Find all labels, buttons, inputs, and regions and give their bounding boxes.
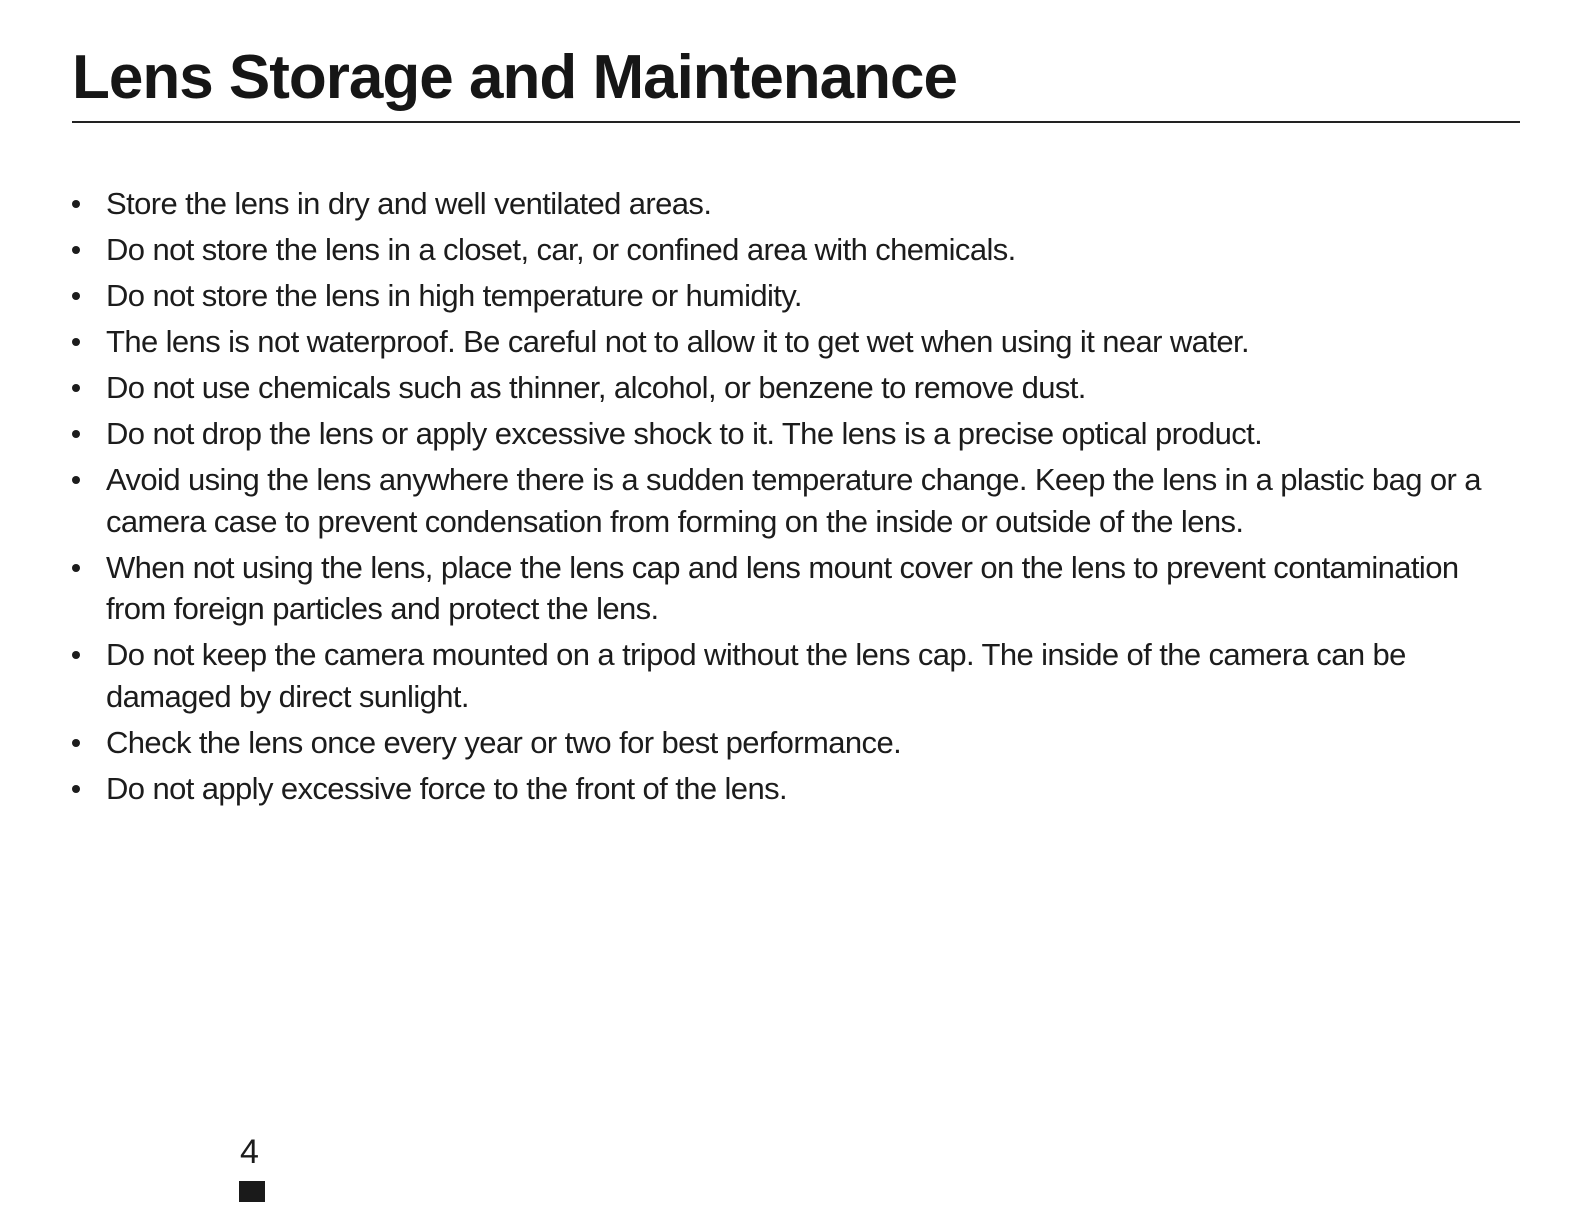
list-item-text: Do not use chemicals such as thinner, alcohol, or benzene to remove dust.: [106, 370, 1086, 405]
bullet-icon: [72, 651, 80, 659]
bullet-icon: [72, 476, 80, 484]
list-item-text: When not using the lens, place the lens cap and lens mount cover on the lens to prevent contamination from foreign particles and protect the lens.: [106, 549, 1459, 626]
bullet-icon: [72, 785, 80, 793]
list-item-text: Do not keep the camera mounted on a tripod without the lens cap. The inside of the camera can be damaged by direct sunlight.: [106, 637, 1406, 714]
list-item: [72, 183, 1522, 225]
list-item: [72, 634, 1522, 717]
list-item: [72, 229, 1522, 271]
list-item-text: Do not store the lens in a closet, car, or confined area with chemicals.: [106, 232, 1016, 267]
bullet-icon: [72, 430, 80, 438]
bullet-icon: [72, 200, 80, 208]
title-divider: [72, 121, 1520, 123]
bullet-icon: [72, 564, 80, 572]
page-number: 4: [240, 1133, 259, 1171]
list-item-text: Do not apply excessive force to the front of the lens.: [106, 770, 787, 806]
list-item: [72, 321, 1522, 363]
list-item: [72, 722, 1522, 764]
bullet-icon: [72, 292, 80, 300]
list-item-text: Do not drop the lens or apply excessive shock to it. The lens is a precise optical product.: [106, 416, 1263, 451]
maintenance-list: [72, 183, 1522, 814]
list-item: [72, 275, 1522, 317]
page-marker-square: [239, 1181, 265, 1202]
list-item: [72, 367, 1522, 409]
bullet-icon: [72, 739, 80, 747]
list-item-text: Do not store the lens in high temperature or humidity.: [106, 278, 802, 313]
bullet-icon: [72, 384, 80, 392]
list-item-text: The lens is not waterproof. Be careful not to allow it to get wet when using it near water.: [106, 324, 1249, 359]
list-item-text: Store the lens in dry and well ventilated areas.: [106, 186, 712, 221]
list-item: [72, 413, 1522, 455]
bullet-icon: [72, 338, 80, 346]
list-item-text: Avoid using the lens anywhere there is a sudden temperature change. Keep the lens in a plastic bag or a camera case to prevent condensation from forming on the inside or outside of the lens.: [106, 462, 1481, 539]
list-item: [72, 768, 1522, 810]
bullet-icon: [72, 246, 80, 254]
list-item-text: Check the lens once every year or two for best performance.: [106, 724, 902, 760]
page-title: Lens Storage and Maintenance: [72, 43, 957, 112]
list-item: [72, 547, 1522, 630]
list-item: [72, 459, 1522, 542]
